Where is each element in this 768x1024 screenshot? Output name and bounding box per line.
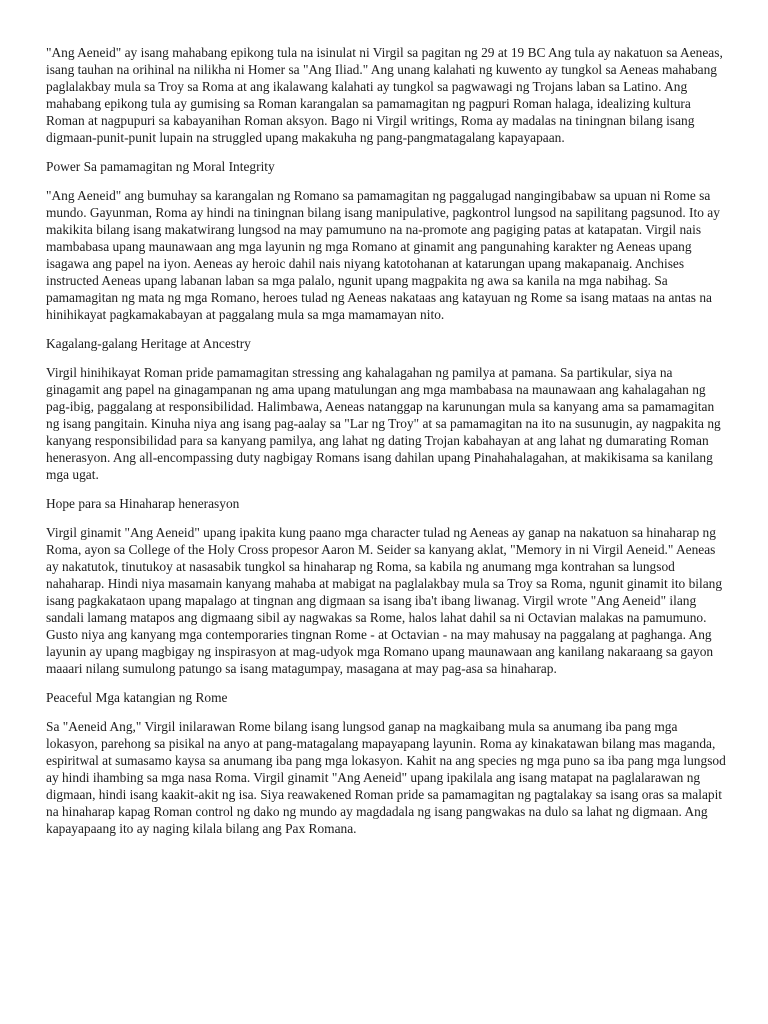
document-page (46, 44, 726, 849)
section-heading-heritage: Kagalang-galang Heritage at Ancestry (46, 336, 251, 351)
paragraph-hope: Virgil ginamit "Ang Aeneid" upang ipakita kung paano mga character tulad ng Aeneas ay ganap na nakatuon sa hinaharap ng Roma, ayon sa College of the Holy Cross propesor Aaron M. Seider sa kanyang aklat, "Memory in ni Virgil Aeneid." Aeneas ay nakatutok, tinutukoy at nasasabik tungkol sa hinaharap ng Roma, sa kabila ng anumang mga kontrahan sa lungsod nahaharap. Hindi niya masamain kanyang mahaba at mabigat na paglalakbay mula sa Troy sa Roma, ngunit ginamit ito bilang isang pagkakataon upang mapalago at tingnan ang digmaan sa isang iba't ibang liwanag. Virgil wrote "Ang Aeneid" ilang sandali lamang matapos ang digmaang sibil ay nagwakas sa Rome, halos lahat dahil sa ni Octavian malakas na pamumuno. Gusto niya ang kanyang mga contemporaries tingnan Rome - at Octavian - na may mahusay na paggalang at paghanga. Ang layunin ay upang magbigay ng inspirasyon at mag-udyok mga Romano upang maunawaan ang kanilang nakaraang sa gayon maaari nilang sumulong patungo sa isang matagumpay, masagana at may pag-asa sa hinaharap. (46, 525, 723, 676)
paragraph-heritage: Virgil hinihikayat Roman pride pamamagitan stressing ang kahalagahan ng pamilya at pamana. Sa partikular, siya na ginagamit ang papel na ginagampanan ng ama upang matulungan ang mga mambabasa na maunawaan ang kahalagahan ng pag-ibig, paggalang at responsibilidad. Halimbawa, Aeneas natanggap na karunungan mula sa kanyang ama sa pamamagitan ng isang pangitain. Kinuha niya ang isang pag-aalay sa "Lar ng Troy" at sa pamamagitan na ito na susunugin, ay nagpakita ng kanyang responsibilidad para sa kanyang pamilya, ang lahat ng dating Trojan kabahayan at ang lahat ng dumarating Roman henerasyon. Ang all-encompassing duty nagbigay Romans isang dahilan upang Pinahahalagahan, at makikisama sa kanilang mga ugat. (46, 365, 721, 482)
paragraph-intro: "Ang Aeneid" ay isang mahabang epikong tula na isinulat ni Virgil sa pagitan ng 29 at 19 BC Ang tula ay nakatuon sa Aeneas, isang tauhan na orihinal na nilikha ni Homer sa "Ang Iliad." Ang unang kalahati ng kuwento ay tungkol sa Aeneas mahabang paglalakbay mula sa Troy sa Roma at ang ikalawang kalahati ay tungkol sa pagwawagi ng Trojans laban sa Latino. Ang mahabang epikong tula ay gumising sa Roman karangalan sa pamamagitan ng pagpuri Roman halaga, idealizing kultura Roman at nagpupuri sa kabayanihan Roman aksyon. Bago ni Virgil writings, Roma ay madalas na tiningnan bilang isang digmaan-punit-punit lupain na struggled upang makakuha ng pang-pangmatagalang kapayapaan. (46, 45, 723, 145)
paragraph-peaceful: Sa "Aeneid Ang," Virgil inilarawan Rome bilang isang lungsod ganap na magkaibang mula sa anumang iba pang mga lokasyon, parehong sa pisikal na anyo at pang-matagalang mapayapang layunin. Roma ay kinakatawan bilang mas maganda, espiritwal at sumasamo kaysa sa anumang iba pang mga lokasyon. Kahit na ang species ng mga puno sa iba pang mga lungsod ay hindi ihambing sa mga nasa Roma. Virgil ginamit "Ang Aeneid" upang ipakilala ang isang matapat na paglalarawan ng digmaan, hindi isang kaakit-akit ng isa. Siya reawakened Roman pride sa pamamagitan ng pagtalakay sa isang oras sa malapit na hinaharap kapag Roman control ng dako ng mundo ay magdadala ng isang pangwakas na dulo sa lahat ng digmaan. Ang kapayapaang ito ay naging kilala bilang ang Pax Romana. (46, 719, 726, 836)
paragraph-power: "Ang Aeneid" ang bumuhay sa karangalan ng Romano sa pamamagitan ng paggalugad nangingibabaw sa upuan ni Rome sa mundo. Gayunman, Roma ay hindi na tiningnan bilang isang manipulative, pagkontrol lungsod na sapilitang pagsunod. Ito ay makikita bilang isang makatwirang lungsod na may pamumuno na na-promote ang pagiging patas at katapatan. Virgil nais mambabasa upang maunawaan ang mga layunin ng mga Romano at ginamit ang pangunahing karakter ng Aeneas upang isagawa ang papel na iyon. Aeneas ay heroic dahil nais niyang katotohanan at katarungan upang makapanaig. Anchises instructed Aeneas upang labanan laban sa mga palalo, ngunit upang magpakita ng awa sa kanila na mga nabihag. Sa pamamagitan ng mata ng mga Romano, heroes tulad ng Aeneas nakataas ang katayuan ng Rome sa isang mataas na antas na hinihikayat pagkamakabayan at paggalang mula sa mga mamamayan nito. (46, 188, 720, 322)
section-heading-power: Power Sa pamamagitan ng Moral Integrity (46, 159, 275, 174)
section-heading-peaceful: Peaceful Mga katangian ng Rome (46, 690, 228, 705)
section-heading-hope: Hope para sa Hinaharap henerasyon (46, 496, 240, 511)
